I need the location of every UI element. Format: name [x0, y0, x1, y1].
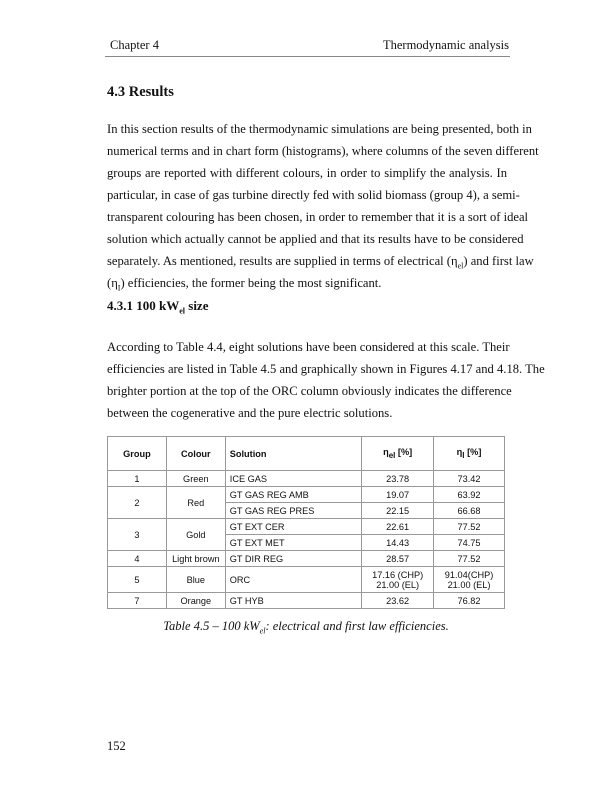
text-line: solution which actually cannot be applied and that its results have to be considered: [107, 232, 524, 246]
cell-group: 1: [108, 471, 167, 487]
table-row: [108, 471, 505, 487]
cell-eta-el: 28.57: [362, 551, 434, 567]
cell-eta-el: 23.78: [362, 471, 434, 487]
cell-group: 4: [108, 551, 167, 567]
paragraph-2: [107, 336, 545, 424]
paragraph-1: [107, 118, 539, 294]
text-line: groups are reported with different colours, in order to simplify the analysis. In: [107, 166, 507, 180]
table-caption: Table 4.5 – 100 $kW_{el}$: electrical and first law efficiencies.: [163, 619, 449, 636]
cell-eta-i: 66.68: [434, 503, 505, 519]
cell-solution: ORC: [225, 567, 362, 593]
efficiency-table: [107, 436, 505, 636]
cell-solution: GT GAS REG AMB: [225, 487, 362, 503]
table-row: [108, 519, 505, 535]
cell-eta-i: 73.42: [434, 471, 505, 487]
section-title: 4.3 Results: [107, 84, 174, 100]
cell-solution: GT EXT CER: [225, 519, 362, 535]
cell-group: 2: [108, 487, 167, 519]
cell-eta-el: 14.43: [362, 535, 434, 551]
cell-colour: Blue: [166, 567, 225, 593]
cell-solution: GT GAS REG PRES: [225, 503, 362, 519]
cell-eta-i: 74.75: [434, 535, 505, 551]
cell-eta-i: 77.52: [434, 519, 505, 535]
cell-colour: Light brown: [166, 551, 225, 567]
text-line: numerical terms and in chart form (histograms), where columns of the seven different: [107, 144, 539, 158]
text-line: particular, in case of gas turbine directly fed with solid biomass (group 4), a semi-: [107, 188, 520, 202]
col-eta-i: $\eta_I$ [%]: [434, 437, 505, 471]
cell-colour: Green: [166, 471, 225, 487]
text-line: $(\eta_I)$ efficiencies, the former being the most significant.: [107, 276, 382, 293]
col-group: Group: [108, 437, 167, 471]
cell-solution: ICE GAS: [225, 471, 362, 487]
text-line: transparent colouring has been chosen, in order to remember that it is a sort of ideal: [107, 210, 529, 224]
text-line: According to Table 4.4, eight solutions have been considered at this scale. Their: [107, 340, 510, 354]
text-line: efficiencies are listed in Table 4.5 and graphically shown in Figures 4.17 and 4.18. The: [107, 362, 545, 376]
cell-group: 5: [108, 567, 167, 593]
cell-eta-i: 76.82: [434, 593, 505, 609]
cell-solution: GT EXT MET: [225, 535, 362, 551]
table-header-row: [108, 437, 505, 471]
cell-eta-i: 91.04(CHP) 21.00 (EL): [434, 567, 505, 593]
cell-solution: GT DIR REG: [225, 551, 362, 567]
cell-eta-el: 22.15: [362, 503, 434, 519]
text-line: brighter portion at the top of the ORC column obviously indicates the difference: [107, 384, 512, 398]
cell-eta-i: 77.52: [434, 551, 505, 567]
cell-colour: Orange: [166, 593, 225, 609]
cell-colour: Red: [166, 487, 225, 519]
cell-eta-i: 63.92: [434, 487, 505, 503]
page-number: 152: [107, 739, 126, 753]
cell-eta-el: 23.62: [362, 593, 434, 609]
cell-solution: GT HYB: [225, 593, 362, 609]
text-line: In this section results of the thermodynamic simulations are being presented, both in: [107, 122, 532, 136]
table-row: [108, 487, 505, 503]
col-eta-el: $\eta_{el}$ [%]: [362, 437, 434, 471]
header-chapter: Chapter 4: [110, 38, 159, 52]
col-colour: Colour: [166, 437, 225, 471]
cell-eta-el: 19.07: [362, 487, 434, 503]
table-row: [108, 593, 505, 609]
col-solution: Solution: [225, 437, 362, 471]
header-title: Thermodynamic analysis: [382, 38, 509, 52]
cell-colour: Gold: [166, 519, 225, 551]
cell-group: 7: [108, 593, 167, 609]
table-row: [108, 551, 505, 567]
header-rule: [105, 56, 510, 57]
cell-group: 3: [108, 519, 167, 551]
text-line: between the cogenerative and the pure electric solutions.: [107, 406, 393, 420]
cell-eta-el: 17.16 (CHP) 21.00 (EL): [362, 567, 434, 593]
text-line: separately. As mentioned, results are supplied in terms of electrical $(\eta_{el})$ and first law: [107, 254, 534, 271]
table-row: [108, 567, 505, 593]
cell-eta-el: 22.61: [362, 519, 434, 535]
subsection-title: 4.3.1 100 $kW_{el}$ size: [107, 298, 209, 316]
